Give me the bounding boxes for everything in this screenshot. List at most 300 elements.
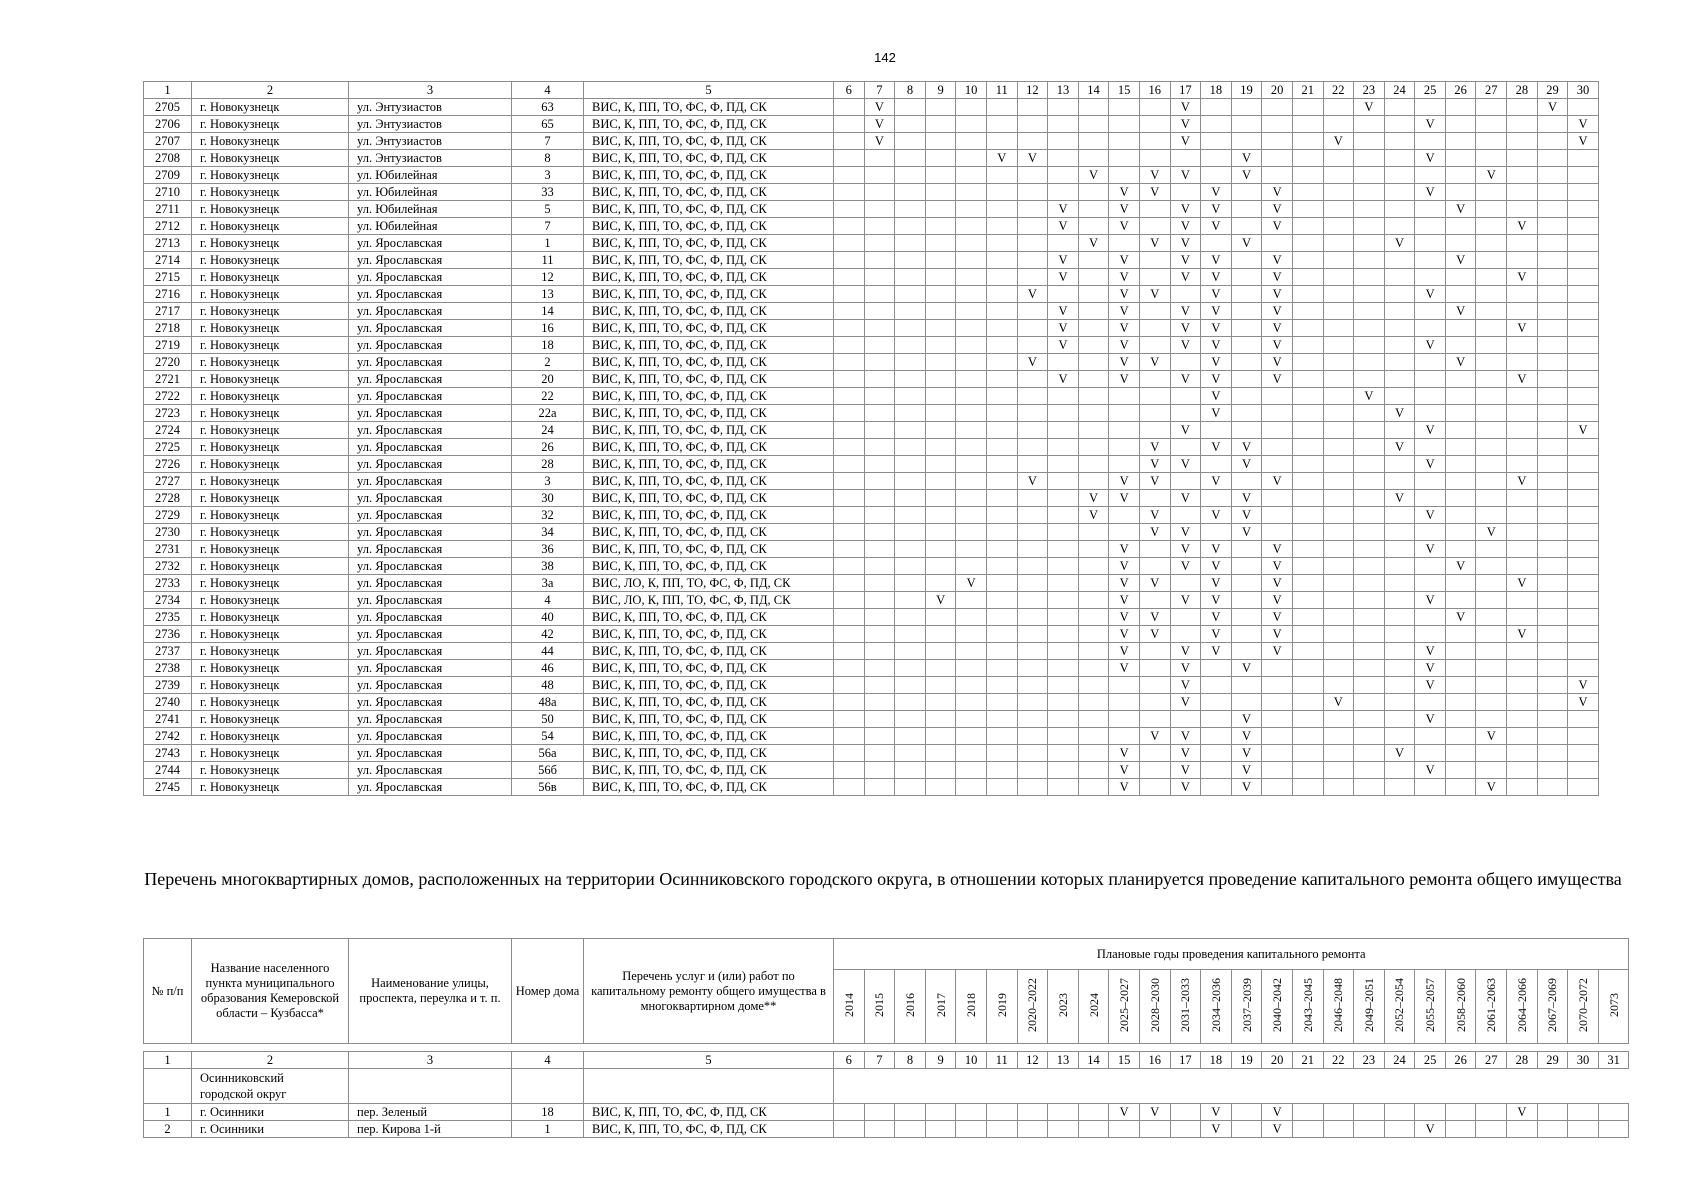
schedule-cell <box>1445 99 1476 116</box>
schedule-cell <box>1017 541 1048 558</box>
street-cell: ул. Ярославская <box>349 337 512 354</box>
schedule-cell <box>834 694 865 711</box>
schedule-cell <box>1078 711 1109 728</box>
street-cell: ул. Ярославская <box>349 711 512 728</box>
street-cell: ул. Ярославская <box>349 269 512 286</box>
schedule-cell <box>1568 575 1599 592</box>
schedule-cell <box>895 779 926 796</box>
year-label: 2025–2027 <box>1117 977 1132 1032</box>
schedule-cell <box>1445 388 1476 405</box>
schedule-cell <box>956 626 987 643</box>
schedule-mark: V <box>1445 201 1476 218</box>
schedule-cell <box>1568 269 1599 286</box>
schedule-mark: V <box>1048 303 1079 320</box>
schedule-cell <box>1109 677 1140 694</box>
schedule-cell <box>1568 592 1599 609</box>
schedule-cell <box>986 507 1017 524</box>
schedule-cell <box>1048 286 1079 303</box>
schedule-cell <box>1445 575 1476 592</box>
schedule-cell <box>1476 575 1507 592</box>
schedule-mark: V <box>1170 252 1201 269</box>
schedule-cell <box>1323 269 1354 286</box>
schedule-cell <box>956 422 987 439</box>
table-row <box>144 218 1599 235</box>
schedule-cell <box>1415 388 1446 405</box>
schedule-cell <box>1415 490 1446 507</box>
schedule-cell <box>1507 99 1538 116</box>
schedule-cell <box>1201 660 1232 677</box>
schedule-mark: V <box>1170 235 1201 252</box>
house-cell: 65 <box>512 116 584 133</box>
street-cell: ул. Ярославская <box>349 677 512 694</box>
schedule-cell <box>895 252 926 269</box>
schedule-cell <box>895 490 926 507</box>
schedule-cell <box>1292 541 1323 558</box>
schedule-cell <box>1048 575 1079 592</box>
schedule-cell <box>925 456 956 473</box>
schedule-cell <box>1537 711 1568 728</box>
schedule-mark: V <box>1170 337 1201 354</box>
schedule-cell <box>1354 252 1385 269</box>
schedule-cell <box>864 269 895 286</box>
schedule-mark: V <box>1262 320 1293 337</box>
row-number: 2716 <box>144 286 192 303</box>
schedule-cell <box>1507 507 1538 524</box>
schedule-cell <box>986 575 1017 592</box>
house-cell: 48а <box>512 694 584 711</box>
schedule-cell <box>925 575 956 592</box>
table-row <box>144 201 1599 218</box>
schedule-cell <box>956 1104 987 1121</box>
schedule-cell <box>1048 184 1079 201</box>
table-row <box>144 524 1599 541</box>
table-row <box>144 99 1599 116</box>
house-cell: 24 <box>512 422 584 439</box>
schedule-mark: V <box>1507 1104 1538 1121</box>
schedule-cell <box>1568 405 1599 422</box>
street-cell: ул. Юбилейная <box>349 184 512 201</box>
schedule-cell <box>1139 1121 1170 1138</box>
schedule-cell <box>834 167 865 184</box>
row-number: 2726 <box>144 456 192 473</box>
schedule-cell <box>1139 694 1170 711</box>
schedule-cell <box>1415 99 1446 116</box>
street-cell: ул. Ярославская <box>349 575 512 592</box>
schedule-cell <box>864 490 895 507</box>
schedule-cell <box>834 575 865 592</box>
schedule-cell <box>1323 422 1354 439</box>
schedule-cell <box>1078 201 1109 218</box>
schedule-mark: V <box>1476 728 1507 745</box>
schedule-cell <box>956 320 987 337</box>
schedule-mark: V <box>1568 677 1599 694</box>
schedule-mark: V <box>1109 201 1140 218</box>
group-empty <box>144 1069 192 1104</box>
town-cell: г. Новокузнецк <box>192 592 349 609</box>
schedule-mark: V <box>1201 354 1232 371</box>
column-number: 30 <box>1568 1052 1599 1069</box>
schedule-mark: V <box>1201 507 1232 524</box>
schedule-cell <box>1078 439 1109 456</box>
schedule-cell <box>1568 252 1599 269</box>
schedule-cell <box>1568 643 1599 660</box>
street-cell: ул. Ярославская <box>349 592 512 609</box>
works-cell: ВИС, К, ПП, ТО, ФС, Ф, ПД, СК <box>584 235 834 252</box>
works-cell: ВИС, К, ПП, ТО, ФС, Ф, ПД, СК <box>584 218 834 235</box>
schedule-cell <box>1292 201 1323 218</box>
schedule-cell <box>1445 1121 1476 1138</box>
schedule-cell <box>1507 660 1538 677</box>
schedule-mark: V <box>1231 490 1262 507</box>
schedule-cell <box>986 439 1017 456</box>
schedule-cell <box>1354 694 1385 711</box>
schedule-cell <box>1292 643 1323 660</box>
schedule-cell <box>1139 218 1170 235</box>
schedule-cell <box>1354 201 1385 218</box>
schedule-cell <box>956 524 987 541</box>
schedule-cell <box>1568 99 1599 116</box>
schedule-mark: V <box>1262 354 1293 371</box>
works-cell: ВИС, ЛО, К, ПП, ТО, ФС, Ф, ПД, СК <box>584 592 834 609</box>
schedule-cell <box>1078 303 1109 320</box>
street-cell: ул. Юбилейная <box>349 167 512 184</box>
column-number: 1 <box>144 82 192 99</box>
schedule-cell <box>1507 558 1538 575</box>
schedule-cell <box>1323 371 1354 388</box>
house-cell: 13 <box>512 286 584 303</box>
schedule-cell <box>1415 218 1446 235</box>
schedule-cell <box>956 167 987 184</box>
table-row <box>144 609 1599 626</box>
schedule-cell <box>1354 116 1385 133</box>
town-cell: г. Новокузнецк <box>192 337 349 354</box>
row-number: 2718 <box>144 320 192 337</box>
schedule-cell <box>1048 422 1079 439</box>
schedule-cell <box>1507 779 1538 796</box>
schedule-cell <box>956 711 987 728</box>
works-cell: ВИС, К, ПП, ТО, ФС, Ф, ПД, СК <box>584 745 834 762</box>
row-number: 2723 <box>144 405 192 422</box>
schedule-cell <box>1231 269 1262 286</box>
schedule-cell <box>1476 235 1507 252</box>
schedule-cell <box>1292 677 1323 694</box>
schedule-mark: V <box>1170 541 1201 558</box>
row-number: 2705 <box>144 99 192 116</box>
schedule-cell <box>1262 745 1293 762</box>
schedule-cell <box>986 371 1017 388</box>
year-header <box>895 970 926 1044</box>
schedule-cell <box>1201 711 1232 728</box>
schedule-cell <box>1537 1104 1568 1121</box>
schedule-cell <box>1017 762 1048 779</box>
header-num: № п/п <box>144 939 192 1044</box>
schedule-mark: V <box>1201 218 1232 235</box>
house-cell: 20 <box>512 371 584 388</box>
schedule-mark: V <box>1109 592 1140 609</box>
works-cell: ВИС, К, ПП, ТО, ФС, Ф, ПД, СК <box>584 422 834 439</box>
schedule-mark: V <box>1445 354 1476 371</box>
row-number: 2711 <box>144 201 192 218</box>
schedule-cell <box>1354 286 1385 303</box>
schedule-cell <box>1568 660 1599 677</box>
schedule-cell <box>986 779 1017 796</box>
town-cell: г. Осинники <box>192 1104 349 1121</box>
schedule-cell <box>1201 116 1232 133</box>
schedule-cell <box>895 745 926 762</box>
schedule-cell <box>895 524 926 541</box>
works-cell: ВИС, К, ПП, ТО, ФС, Ф, ПД, СК <box>584 660 834 677</box>
schedule-cell <box>1445 286 1476 303</box>
schedule-cell <box>986 422 1017 439</box>
schedule-cell <box>834 541 865 558</box>
town-cell: г. Новокузнецк <box>192 405 349 422</box>
schedule-cell <box>1170 575 1201 592</box>
schedule-mark: V <box>1262 592 1293 609</box>
schedule-cell <box>1262 779 1293 796</box>
schedule-cell <box>1537 354 1568 371</box>
street-cell: ул. Ярославская <box>349 354 512 371</box>
town-cell: г. Новокузнецк <box>192 388 349 405</box>
year-header <box>834 970 865 1044</box>
schedule-cell <box>1262 762 1293 779</box>
schedule-cell <box>1476 303 1507 320</box>
schedule-cell <box>1017 218 1048 235</box>
street-cell: ул. Ярославская <box>349 371 512 388</box>
schedule-mark: V <box>1048 337 1079 354</box>
works-cell: ВИС, К, ПП, ТО, ФС, Ф, ПД, СК <box>584 167 834 184</box>
schedule-cell <box>1415 728 1446 745</box>
column-number: 29 <box>1537 82 1568 99</box>
schedule-mark: V <box>1201 184 1232 201</box>
schedule-cell <box>1017 1121 1048 1138</box>
schedule-mark: V <box>1231 167 1262 184</box>
schedule-cell <box>1292 218 1323 235</box>
schedule-cell <box>1231 201 1262 218</box>
schedule-cell <box>1109 711 1140 728</box>
table-row <box>144 473 1599 490</box>
schedule-cell <box>1537 575 1568 592</box>
schedule-cell <box>1354 133 1385 150</box>
works-cell: ВИС, К, ПП, ТО, ФС, Ф, ПД, СК <box>584 456 834 473</box>
schedule-cell <box>1568 150 1599 167</box>
schedule-mark: V <box>1507 371 1538 388</box>
town-cell: г. Новокузнецк <box>192 456 349 473</box>
schedule-mark: V <box>1415 592 1446 609</box>
schedule-cell <box>1231 1121 1262 1138</box>
row-number: 2732 <box>144 558 192 575</box>
schedule-cell <box>1017 575 1048 592</box>
schedule-cell <box>1507 235 1538 252</box>
schedule-mark: V <box>1262 201 1293 218</box>
schedule-cell <box>956 286 987 303</box>
schedule-cell <box>1017 490 1048 507</box>
schedule-cell <box>834 201 865 218</box>
schedule-cell <box>834 184 865 201</box>
schedule-cell <box>1139 150 1170 167</box>
street-cell: ул. Ярославская <box>349 762 512 779</box>
repair-schedule-table-osinniki <box>143 938 1629 1138</box>
schedule-mark: V <box>1139 473 1170 490</box>
repair-schedule-table-novokuznetsk <box>143 81 1599 796</box>
schedule-cell <box>864 524 895 541</box>
schedule-cell <box>1354 711 1385 728</box>
schedule-cell <box>1048 405 1079 422</box>
schedule-cell <box>1078 286 1109 303</box>
schedule-mark: V <box>1415 541 1446 558</box>
column-number: 13 <box>1048 82 1079 99</box>
schedule-cell <box>864 337 895 354</box>
schedule-cell <box>1415 201 1446 218</box>
schedule-cell <box>1323 473 1354 490</box>
schedule-mark: V <box>1323 694 1354 711</box>
schedule-cell <box>1476 371 1507 388</box>
table-row <box>144 320 1599 337</box>
schedule-cell <box>895 728 926 745</box>
schedule-mark: V <box>1139 439 1170 456</box>
schedule-cell <box>1445 1104 1476 1121</box>
column-number: 6 <box>834 1052 865 1069</box>
schedule-cell <box>1354 609 1385 626</box>
schedule-mark: V <box>1231 762 1262 779</box>
year-label: 2040–2042 <box>1270 977 1285 1032</box>
row-number: 2712 <box>144 218 192 235</box>
schedule-cell <box>1537 252 1568 269</box>
schedule-mark: V <box>1568 116 1599 133</box>
schedule-cell <box>925 609 956 626</box>
schedule-cell <box>1323 507 1354 524</box>
schedule-cell <box>1078 762 1109 779</box>
schedule-cell <box>1231 371 1262 388</box>
works-cell: ВИС, К, ПП, ТО, ФС, Ф, ПД, СК <box>584 150 834 167</box>
row-number: 2744 <box>144 762 192 779</box>
schedule-cell <box>1109 388 1140 405</box>
schedule-cell <box>1568 1104 1599 1121</box>
schedule-cell <box>1568 235 1599 252</box>
column-number-row <box>144 1052 1629 1069</box>
schedule-cell <box>1323 711 1354 728</box>
schedule-cell <box>1231 303 1262 320</box>
schedule-mark: V <box>1201 473 1232 490</box>
schedule-cell <box>1323 609 1354 626</box>
schedule-mark: V <box>1231 711 1262 728</box>
house-cell: 3 <box>512 473 584 490</box>
schedule-cell <box>1476 286 1507 303</box>
schedule-mark: V <box>1201 439 1232 456</box>
schedule-cell <box>1476 677 1507 694</box>
year-label: 2023 <box>1055 992 1070 1017</box>
schedule-cell <box>1231 541 1262 558</box>
schedule-cell <box>1292 286 1323 303</box>
schedule-cell <box>1354 218 1385 235</box>
schedule-mark: V <box>1201 609 1232 626</box>
house-cell: 32 <box>512 507 584 524</box>
schedule-cell <box>1262 167 1293 184</box>
schedule-mark: V <box>1201 303 1232 320</box>
schedule-cell <box>1445 116 1476 133</box>
schedule-cell <box>1476 660 1507 677</box>
schedule-cell <box>1048 779 1079 796</box>
schedule-cell <box>986 490 1017 507</box>
schedule-cell <box>1262 711 1293 728</box>
year-header <box>1231 970 1262 1044</box>
schedule-mark: V <box>1078 507 1109 524</box>
schedule-cell <box>986 354 1017 371</box>
schedule-mark: V <box>1537 99 1568 116</box>
schedule-cell <box>1537 694 1568 711</box>
schedule-cell <box>864 473 895 490</box>
schedule-mark: V <box>986 150 1017 167</box>
table-row <box>144 728 1599 745</box>
schedule-mark: V <box>1568 422 1599 439</box>
schedule-cell <box>1048 116 1079 133</box>
schedule-cell <box>1170 609 1201 626</box>
schedule-cell <box>1139 490 1170 507</box>
schedule-cell <box>864 643 895 660</box>
schedule-cell <box>864 303 895 320</box>
year-label: 2043–2045 <box>1300 977 1315 1032</box>
row-number: 2 <box>144 1121 192 1138</box>
schedule-cell <box>1323 354 1354 371</box>
schedule-cell <box>1170 626 1201 643</box>
year-label: 2028–2030 <box>1147 977 1162 1032</box>
schedule-cell <box>1201 150 1232 167</box>
column-number: 16 <box>1139 1052 1170 1069</box>
schedule-mark: V <box>1415 762 1446 779</box>
schedule-cell <box>925 1104 956 1121</box>
schedule-cell <box>1231 592 1262 609</box>
schedule-cell <box>925 507 956 524</box>
row-number: 2735 <box>144 609 192 626</box>
schedule-cell <box>1139 677 1170 694</box>
house-cell: 16 <box>512 320 584 337</box>
schedule-cell <box>1384 558 1415 575</box>
schedule-cell <box>1323 337 1354 354</box>
street-cell: ул. Энтузиастов <box>349 150 512 167</box>
row-number: 2724 <box>144 422 192 439</box>
schedule-cell <box>1445 728 1476 745</box>
schedule-cell <box>1384 643 1415 660</box>
schedule-mark: V <box>1170 558 1201 575</box>
schedule-cell <box>1415 320 1446 337</box>
schedule-mark: V <box>1262 269 1293 286</box>
schedule-mark: V <box>1201 388 1232 405</box>
schedule-cell <box>925 643 956 660</box>
schedule-cell <box>834 524 865 541</box>
schedule-cell <box>864 762 895 779</box>
schedule-cell <box>1048 1121 1079 1138</box>
schedule-cell <box>864 575 895 592</box>
schedule-cell <box>1078 524 1109 541</box>
schedule-mark: V <box>1139 626 1170 643</box>
schedule-cell <box>986 524 1017 541</box>
column-number: 1 <box>144 1052 192 1069</box>
town-cell: г. Новокузнецк <box>192 473 349 490</box>
town-cell: г. Новокузнецк <box>192 167 349 184</box>
schedule-cell <box>1537 167 1568 184</box>
table-row <box>144 558 1599 575</box>
schedule-cell <box>1354 558 1385 575</box>
schedule-cell <box>1507 422 1538 439</box>
schedule-cell <box>1109 728 1140 745</box>
group-empty <box>1262 1069 1293 1104</box>
street-cell: ул. Ярославская <box>349 473 512 490</box>
schedule-mark: V <box>1201 405 1232 422</box>
schedule-cell <box>1078 592 1109 609</box>
schedule-cell <box>864 728 895 745</box>
schedule-cell <box>834 745 865 762</box>
schedule-cell <box>1354 150 1385 167</box>
schedule-cell <box>1201 745 1232 762</box>
